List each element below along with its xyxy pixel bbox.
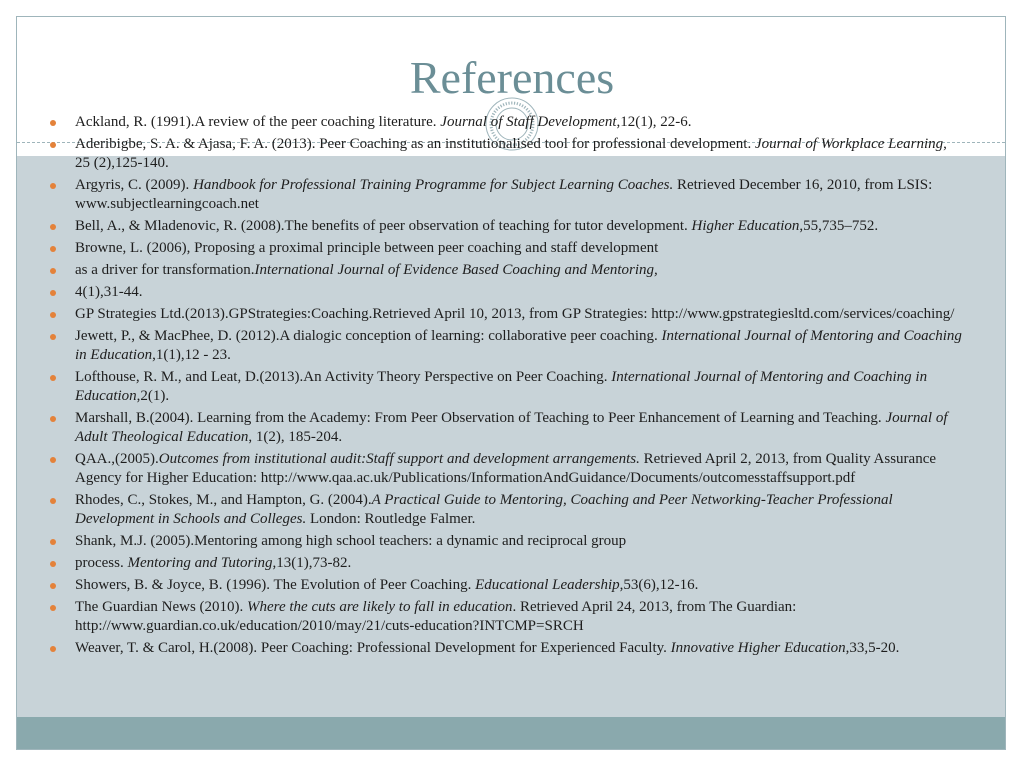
- ref-text: Lofthouse, R. M., and Leat, D.(2013).An Activity Theory Perspective on Peer Coaching.: [75, 369, 612, 385]
- ref-details: ,33,5-20.: [845, 640, 900, 656]
- ref-text: Bell, A., & Mladenovic, R. (2008).The benefits of peer observation of teaching for tutor development.: [75, 218, 692, 234]
- bullet-icon: [50, 183, 56, 189]
- ref-text: Ackland, R. (1991).A review of the peer coaching literature.: [75, 114, 441, 130]
- ref-text: Shank, M.J. (2005).Mentoring among high school teachers: a dynamic and reciprocal group: [75, 533, 627, 549]
- list-item: [44, 409, 964, 447]
- ref-details: London: Routledge Falmer.: [306, 511, 476, 527]
- list-item: [44, 305, 964, 324]
- ref-details: , 25 (2),125-140.: [75, 136, 947, 171]
- bullet-icon: [50, 268, 56, 274]
- ref-text: QAA.,(2005).: [75, 451, 159, 467]
- ref-text: The Guardian News (2010).: [75, 599, 248, 615]
- ref-source: Where the cuts are likely to fall in education: [247, 599, 513, 615]
- bullet-icon: [50, 375, 56, 381]
- list-item: [44, 554, 964, 573]
- ref-details: ,12(1), 22-6.: [616, 114, 692, 130]
- ref-details: , 1(2), 185-204.: [248, 429, 343, 445]
- bullet-icon: [50, 457, 56, 463]
- bullet-icon: [50, 583, 56, 589]
- bullet-icon: [50, 539, 56, 545]
- bullet-icon: [50, 561, 56, 567]
- list-item: [44, 135, 964, 173]
- ref-details: Retrieved December 16, 2010, from LSIS: www.subjectlearningcoach.net: [75, 177, 933, 212]
- ref-details: . Retrieved April 24, 2013, from The Guardian: http://www.guardian.co.uk/education/2010/may/21/cuts-education?INTCMP=SRCH: [75, 599, 797, 634]
- bullet-icon: [50, 605, 56, 611]
- ref-details: Retrieved April 2, 2013, from Quality Assurance Agency for Higher Education: http://www.qaa.ac.uk/Publications/InformationAndGuidance/Documents/outcomesstaffsupport.pdf: [75, 451, 937, 486]
- list-item: [44, 491, 964, 529]
- ref-text: 4(1),31-44.: [75, 284, 143, 300]
- bullet-icon: [50, 498, 56, 504]
- ref-source: Journal of Adult Theological Education: [75, 410, 948, 445]
- ref-details: ,2(1).: [136, 388, 170, 404]
- ref-details: ,53(6),12-16.: [619, 577, 699, 593]
- list-item: [44, 217, 964, 236]
- ref-text: GP Strategies Ltd.(2013).GPStrategies:Coaching.Retrieved April 10, 2013, from GP Strategies: http://www.gpstrategiesltd.com/services/coaching/: [75, 306, 955, 322]
- ref-details: ,13(1),73-82.: [272, 555, 352, 571]
- ref-source: Higher Education: [691, 218, 800, 234]
- ref-text: Marshall, B.(2004). Learning from the Academy: From Peer Observation of Teaching to Peer Enhancement of Learning and Teaching.: [75, 410, 886, 426]
- list-item: [44, 576, 964, 595]
- ref-details: ,1(1),12 - 23.: [152, 347, 231, 363]
- ref-text: as a driver for transformation.: [75, 262, 255, 278]
- ref-source: A Practical Guide to Mentoring, Coaching and Peer Networking-Teacher Professional Development in Schools and Colleges.: [75, 492, 893, 527]
- ref-text: Weaver, T. & Carol, H.(2008). Peer Coaching: Professional Development for Experienced Faculty.: [75, 640, 671, 656]
- ref-source: International Journal of Mentoring and Coaching in Education: [75, 369, 928, 404]
- list-item: [44, 450, 964, 488]
- bullet-icon: [50, 246, 56, 252]
- bullet-icon: [50, 334, 56, 340]
- ref-text: Browne, L. (2006), Proposing a proximal principle between peer coaching and staff development: [75, 240, 659, 256]
- bullet-icon: [50, 290, 56, 296]
- list-item: [44, 176, 964, 214]
- ref-text: Jewett, P., & MacPhee, D. (2012).A dialogic conception of learning: collaborative peer coaching.: [75, 328, 662, 344]
- bullet-icon: [50, 142, 56, 148]
- list-item: [44, 368, 964, 406]
- ref-text: Rhodes, C., Stokes, M., and Hampton, G. (2004).: [75, 492, 372, 508]
- bullet-icon: [50, 416, 56, 422]
- ref-source: International Journal of Mentoring and Coaching in Education: [75, 328, 962, 363]
- reference-list: [44, 113, 964, 661]
- list-item: [44, 327, 964, 365]
- bullet-icon: [50, 224, 56, 230]
- list-item: [44, 283, 964, 302]
- ref-source: Handbook for Professional Training Programme for Subject Learning Coaches.: [193, 177, 674, 193]
- bullet-icon: [50, 646, 56, 652]
- list-item: [44, 261, 964, 280]
- ref-source: Journal of Workplace Learning: [754, 136, 944, 152]
- ref-source: International Journal of Evidence Based Coaching and Mentoring,: [254, 262, 658, 278]
- list-item: [44, 598, 964, 636]
- page-title: References: [409, 52, 615, 103]
- ref-source: Journal of Staff Development: [440, 114, 617, 130]
- bullet-icon: [50, 312, 56, 318]
- ref-source: Outcomes from institutional audit:Staff support and development arrangements.: [158, 451, 640, 467]
- ref-details: ,55,735–752.: [799, 218, 879, 234]
- list-item: [44, 239, 964, 258]
- list-item: [44, 532, 964, 551]
- ref-text: Showers, B. & Joyce, B. (1996). The Evolution of Peer Coaching.: [75, 577, 476, 593]
- ref-text: process.: [75, 555, 128, 571]
- ref-text: Argyris, C. (2009).: [75, 177, 194, 193]
- bullet-icon: [50, 120, 56, 126]
- ref-source: Educational Leadership: [475, 577, 620, 593]
- footer-band: [17, 717, 1005, 750]
- ref-source: Mentoring and Tutoring: [127, 555, 273, 571]
- list-item: [44, 113, 964, 132]
- ref-source: Innovative Higher Education: [670, 640, 846, 656]
- ref-text: Aderibigbe, S. A. & Ajasa, F. A. (2013). Peer Coaching as an institutionalised tool for professional development.: [75, 136, 755, 152]
- list-item: [44, 639, 964, 658]
